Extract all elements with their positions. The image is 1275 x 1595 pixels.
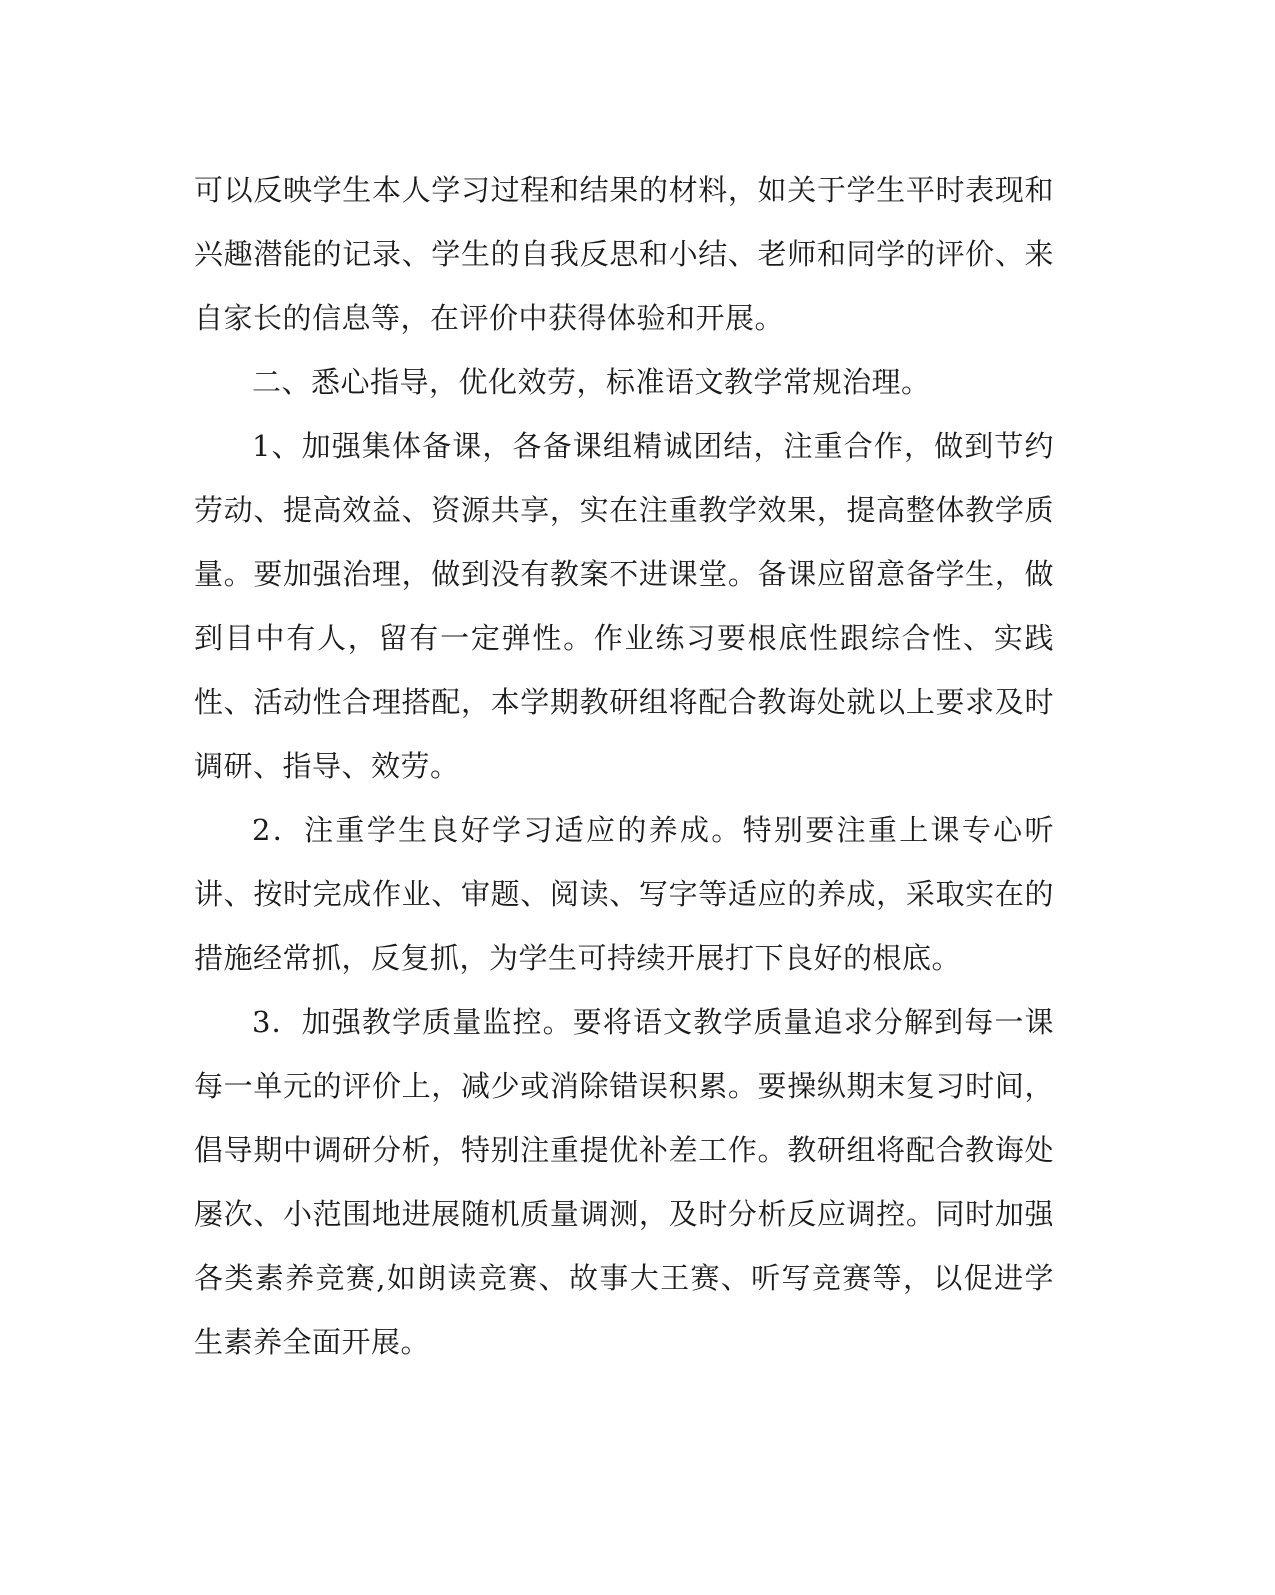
paragraph-item-1: 1、加强集体备课，各备课组精诚团结，注重合作，做到节约劳动、提高效益、资源共享，实在注重教学效果，提高整体教学质量。要加强治理，做到没有教案不进课堂。备课应留意备学生，做到目中有人，留有一定弹性。作业练习要根底性跟综合性、实践性、活动性合理搭配，本学期教研组将配合教诲处就以上要求及时调研、指导、效劳。 [194, 429, 1054, 783]
document-body [194, 158, 1054, 1374]
section-heading: 二、悉心指导，优化效劳，标准语文教学常规治理。 [252, 365, 931, 399]
paragraph-item-2: 2．注重学生良好学习适应的养成。特别要注重上课专心听讲、按时完成作业、审题、阅读、写字等适应的养成，采取实在的措施经常抓，反复抓，为学生可持续开展打下良好的根底。 [194, 813, 1054, 975]
paragraph-item-3: 3．加强教学质量监控。要将语文教学质量追求分解到每一课每一单元的评价上，减少或消除错误积累。要操纵期末复习时间，倡导期中调研分析，特别注重提优补差工作。教研组将配合教诲处屡次、小范围地进展随机质量调测，及时分析反应调控。同时加强各类素养竞赛,如朗读竞赛、故事大王赛、听写竞赛等，以促进学生素养全面开展。 [194, 1005, 1054, 1359]
paragraph-1: 可以反映学生本人学习过程和结果的材料，如关于学生平时表现和兴趣潜能的记录、学生的自我反思和小结、老师和同学的评价、来自家长的信息等，在评价中获得体验和开展。 [194, 173, 1054, 335]
